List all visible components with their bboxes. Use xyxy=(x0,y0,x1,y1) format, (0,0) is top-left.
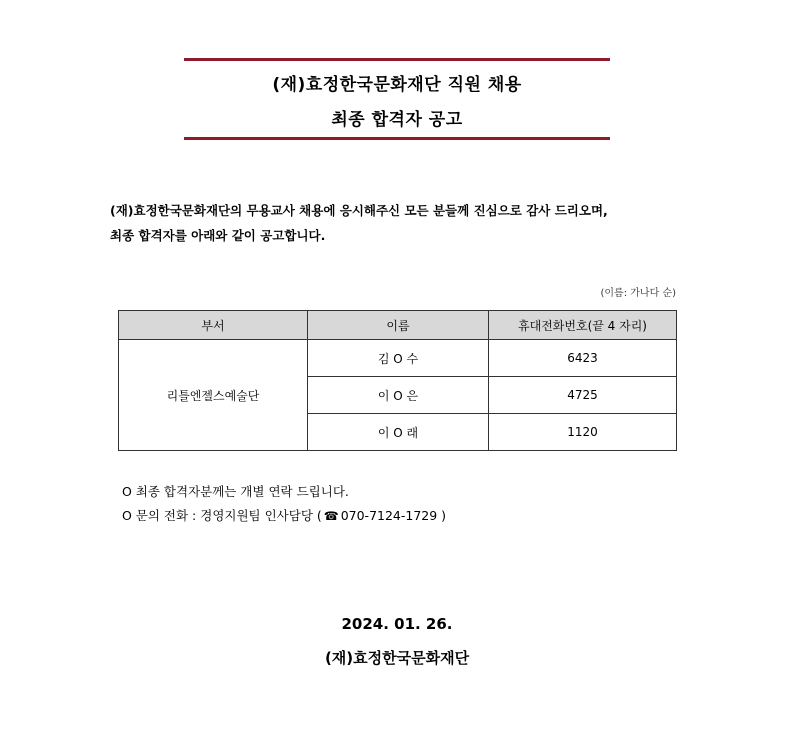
phone-cell: 4725 xyxy=(489,377,677,414)
name-cell: 김 O 수 xyxy=(308,340,489,377)
intro-line-1: (재)효정한국문화재단의 무용교사 채용에 응시해주신 모든 분들께 진심으로 감사 드리오며, xyxy=(110,203,608,218)
table-header-row xyxy=(119,311,677,340)
announcement-date: 2024. 01. 26. xyxy=(341,615,453,633)
page-subtitle: 최종 합격자 공고 xyxy=(331,110,463,130)
note-inquiry-prefix: O 문의 전화 : 경영지원팀 인사담당 ( xyxy=(122,508,322,523)
result-table xyxy=(118,310,677,451)
note-inquiry-phone: 070-7124-1729 ) xyxy=(340,508,447,523)
department-cell: 리틀엔젤스예술단 xyxy=(119,340,308,451)
sort-note: (이름: 가나다 순) xyxy=(600,288,676,299)
note-contact: O 최종 합격자분께는 개별 연락 드립니다. xyxy=(122,484,349,499)
name-cell: 이 O 래 xyxy=(308,414,489,451)
phone-cell: 1120 xyxy=(489,414,677,451)
note-inquiry xyxy=(122,506,446,524)
header-phone: 휴대전화번호(끝 4 자리) xyxy=(489,311,677,340)
title-box xyxy=(184,58,610,140)
organization-name: (재)효정한국문화재단 xyxy=(324,649,470,667)
phone-cell: 6423 xyxy=(489,340,677,377)
intro-line-2: 최종 합격자를 아래와 같이 공고합니다. xyxy=(110,228,326,243)
name-cell: 이 O 은 xyxy=(308,377,489,414)
telephone-icon: ☎ xyxy=(323,509,339,523)
header-department: 부서 xyxy=(119,311,308,340)
table-row xyxy=(119,340,677,377)
page-title: (재)효정한국문화재단 직원 채용 xyxy=(272,75,522,95)
header-name: 이름 xyxy=(308,311,489,340)
